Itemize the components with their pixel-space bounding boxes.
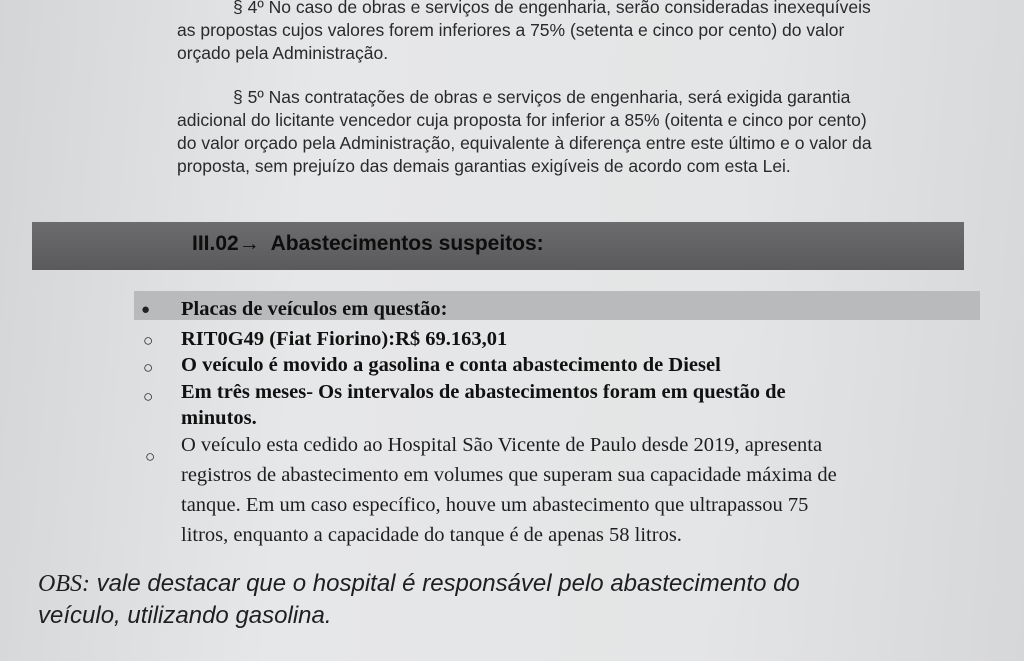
- sub-list-item: [181, 379, 786, 431]
- bullet-main-item: Placas de veículos em questão:: [181, 298, 448, 320]
- section-header-bar: [32, 222, 964, 270]
- sub-list-item: [181, 430, 837, 550]
- sub-item-line: O veículo é movido a gasolina e conta abastecimento de Diesel: [181, 354, 721, 376]
- sub-item-line: O veículo esta cedido ao Hospital São Vicente de Paulo desde 2019, apresenta: [181, 434, 823, 456]
- paragraph-5-line: adicional do licitante vencedor cuja proposta for inferior a 85% (oitenta e cinco por cento): [177, 110, 867, 130]
- paragraph-4-line: orçado pela Administração.: [177, 43, 389, 63]
- obs-line: veículo, utilizando gasolina.: [38, 602, 332, 629]
- paragraph-4: [177, 0, 969, 65]
- paragraph-5-line: § 5º Nas contratações de obras e serviços de engenharia, será exigida garantia: [233, 87, 851, 107]
- section-title-text: Abastecimentos suspeitos:: [270, 232, 544, 255]
- sub-item-line: litros, enquanto a capacidade do tanque é de apenas 58 litros.: [181, 524, 682, 546]
- paragraph-5-line: do valor orçado pela Administração, equivalente à diferença entre este último e o valor da: [177, 133, 872, 153]
- obs-line: vale destacar que o hospital é responsável pelo abastecimento do: [89, 570, 800, 597]
- sub-item-line: Em três meses- Os intervalos de abastecimentos foram em questão de: [181, 381, 786, 403]
- observation-note: [38, 568, 800, 632]
- bullet-circle-icon: ○: [143, 331, 154, 350]
- sub-item-line: registros de abastecimento em volumes que superam sua capacidade máxima de: [181, 464, 837, 486]
- section-number: III.02: [192, 232, 239, 255]
- paragraph-5-line: proposta, sem prejuízo das demais garantias exigíveis de acordo com esta Lei.: [177, 156, 791, 176]
- sub-list-item: [181, 352, 721, 378]
- paragraph-5: [177, 86, 971, 178]
- sub-item-line: tanque. Em um caso específico, houve um abastecimento que ultrapassou 75: [181, 494, 809, 516]
- arrow-right-icon: →: [238, 232, 260, 255]
- bullet-circle-icon: ○: [143, 387, 154, 406]
- section-title: [192, 232, 544, 256]
- paragraph-4-line: § 4º No caso de obras e serviços de engenharia, serão consideradas inexequíveis: [233, 0, 871, 17]
- sub-item-line: minutos.: [181, 407, 257, 429]
- sub-list-item: [181, 326, 507, 352]
- sub-item-line: RIT0G49 (Fiat Fiorino):R$ 69.163,01: [181, 328, 508, 350]
- bullet-circle-icon: ○: [143, 358, 154, 377]
- paragraph-4-line: as propostas cujos valores forem inferiores a 75% (setenta e cinco por cento) do valor: [177, 20, 845, 40]
- bullet-circle-icon: ○: [145, 447, 156, 466]
- bullet-dot-icon: ●: [141, 302, 151, 318]
- obs-label: OBS:: [38, 571, 90, 597]
